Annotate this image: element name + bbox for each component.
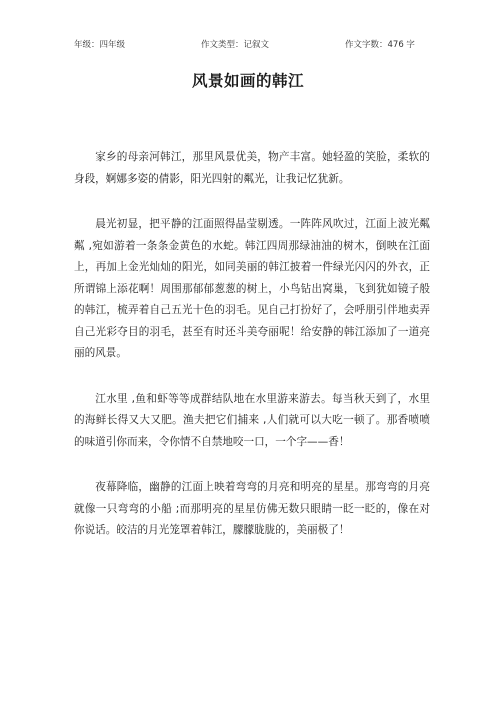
word-count-label: 作文字数：476 字 (345, 40, 415, 50)
essay-type-label: 作文类型：记叙文 (201, 40, 270, 50)
essay-body (74, 147, 430, 566)
grade-label: 年级：四年级 (74, 40, 126, 50)
paragraph-3: 江水里 ,鱼和虾等等成群结队地在水里游来游去。每当秋天到了，水里的海鲜长得又大又肥。渔夫把它们捕来 ,人们就可以大吃一顿了。那香喷喷的味道引你而来，令你情不自禁地咬一口，一个字——香！ (74, 392, 430, 448)
paragraph-1: 家乡的母亲河韩江，那里风景优美，物产丰富。她轻盈的笑脸，柔软的身段，婀娜多姿的倩影，阳光四射的粼光，让我记忆犹新。 (74, 151, 430, 185)
essay-title: 风景如画的韩江 (191, 72, 304, 90)
document-header (0, 38, 496, 52)
paragraph-2: 晨光初显，把平静的江面照得晶莹剔透。一阵阵风吹过，江面上波光粼粼 ,宛如游着一条条金黄色的水蛇。韩江四周那绿油油的树木，倒映在江面上，再加上金光灿灿的阳光，如同美丽的韩江披着一件绿光闪闪的外衣，正所谓锦上添花啊！周围那郁郁葱葱的树上，小鸟钻出窝巢，飞到犹如镜子般的韩江，梳弄着自己五光十色的羽毛。见自己打扮好了，会呼朋引伴地卖弄自己光彩夺目的羽毛，甚至有时还斗美夸丽呢！给安静的韩江添加了一道亮丽的风景。 (74, 218, 430, 359)
paragraph-4: 夜幕降临，幽静的江面上映着弯弯的月亮和明亮的星星。那弯弯的月亮就像一只弯弯的小船 ;而那明亮的星星仿佛无数只眼睛一眨一眨的，像在对你说话。皎洁的月光笼罩着韩江，朦朦胧胧的，美丽极了！ (74, 481, 430, 536)
